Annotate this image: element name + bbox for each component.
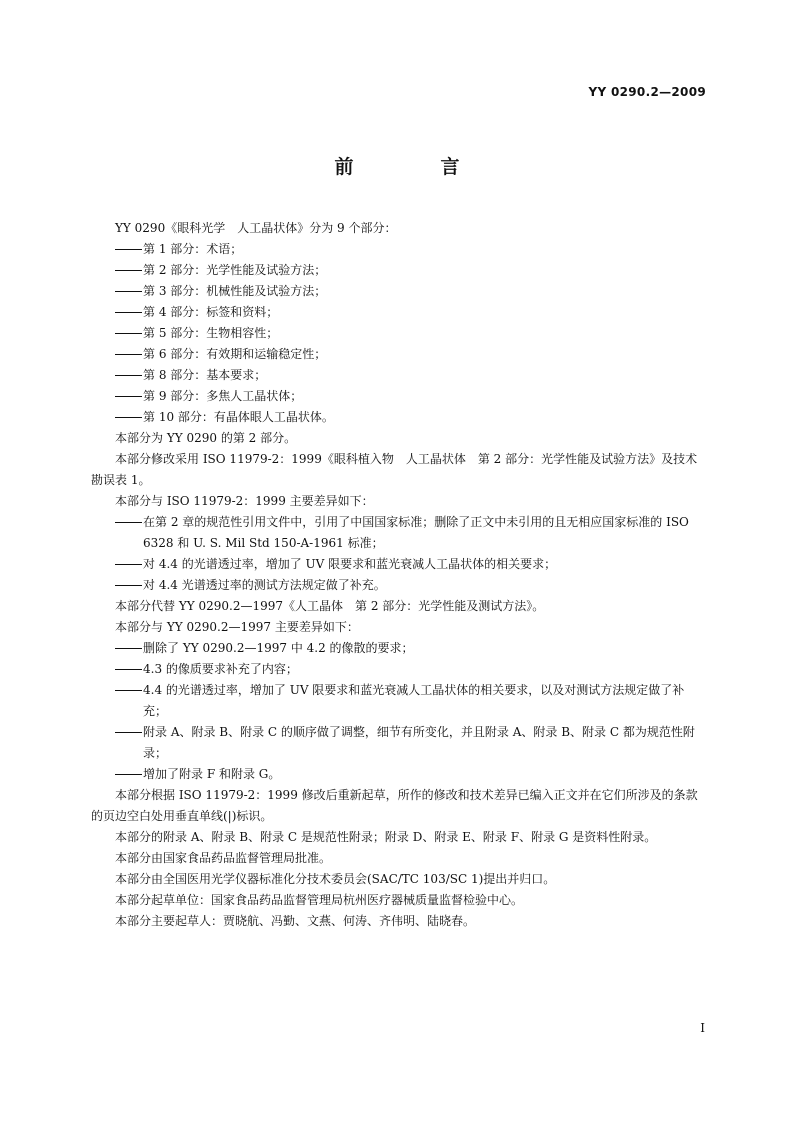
list-item: [91, 344, 705, 365]
list-item: [91, 680, 705, 722]
list-item-text: 第 6 部分：有效期和运输稳定性；: [143, 347, 327, 361]
list-item-text: 第 10 部分：有晶体眼人工晶状体。: [143, 410, 334, 424]
list-item-text: 删除了 YY 0290.2—1997 中 4.2 的像散的要求；: [143, 641, 414, 655]
list-item: [91, 764, 705, 785]
list-item-text: 附录 A、附录 B、附录 C 的顺序做了调整，细节有所变化，并且附录 A、附录 B、附录 C 都为规范性附录；: [143, 725, 695, 760]
list-item-text: 在第 2 章的规范性引用文件中，引用了中国国家标准；删除了正文中未引用的且无相应国家标准的 ISO 6328 和 U. S. Mil Std 150-A-1961 标准；: [143, 515, 689, 550]
list-item-text: 第 5 部分：生物相容性；: [143, 326, 279, 340]
list-item: [91, 281, 705, 302]
paragraph: 本部分为 YY 0290 的第 2 部分。: [115, 431, 297, 445]
page-title: 前 言: [334, 156, 494, 178]
list-item-text: 对 4.4 光谱透过率的测试方法规定做了补充。: [143, 578, 386, 592]
list-item-text: 增加了附录 F 和附录 G。: [143, 767, 281, 781]
list-item-text: 第 3 部分：机械性能及试验方法；: [143, 284, 327, 298]
list-item-text: 第 4 部分：标签和资料；: [143, 305, 279, 319]
list-item-text: 对 4.4 的光谱透过率，增加了 UV 限要求和蓝光衰减人工晶状体的相关要求；: [143, 557, 557, 571]
list-item-text: 4.4 的光谱透过率，增加了 UV 限要求和蓝光衰减人工晶状体的相关要求，以及对测试方法规定做了补充；: [143, 683, 685, 718]
paragraph: 本部分起草单位：国家食品药品监督管理局杭州医疗器械质量监督检验中心。: [115, 893, 524, 907]
page-number: I: [700, 1021, 705, 1035]
list-item: [91, 575, 705, 596]
paragraph: 本部分修改采用 ISO 11979-2：1999《眼科植入物 人工晶状体 第 2 部分：光学性能及试验方法》及技术勘误表 1。: [91, 452, 698, 487]
paragraph: 本部分与 ISO 11979-2：1999 主要差异如下：: [115, 494, 374, 508]
paragraph: YY 0290《眼科光学 人工晶状体》分为 9 个部分：: [115, 221, 397, 235]
standard-code: YY 0290.2—2009: [588, 85, 706, 99]
paragraph: 本部分由国家食品药品监督管理局批准。: [115, 851, 332, 865]
list-item: [91, 260, 705, 281]
list-item: [91, 659, 705, 680]
list-item-text: 第 1 部分：术语；: [143, 242, 243, 256]
paragraph: 本部分代替 YY 0290.2—1997《人工晶体 第 2 部分：光学性能及测试方法》。: [115, 599, 545, 613]
list-item: [91, 407, 705, 428]
list-item: [91, 302, 705, 323]
list-item: [91, 239, 705, 260]
paragraph: 本部分由全国医用光学仪器标准化分技术委员会(SAC/TC 103/SC 1)提出并归口。: [115, 872, 556, 886]
list-item-text: 4.3 的像质要求补充了内容；: [143, 662, 298, 676]
list-item: [91, 323, 705, 344]
paragraph: 本部分主要起草人：贾晓航、冯勤、文燕、何涛、齐伟明、陆晓春。: [115, 914, 476, 928]
list-item: [91, 638, 705, 659]
list-item-text: 第 9 部分：多焦人工晶状体；: [143, 389, 303, 403]
list-item: [91, 554, 705, 575]
list-item: [91, 365, 705, 386]
list-item-text: 第 2 部分：光学性能及试验方法；: [143, 263, 327, 277]
paragraph: 本部分根据 ISO 11979-2：1999 修改后重新起草，所作的修改和技术差异已编入正文并在它们所涉及的条款的页边空白处用垂直单线(|)标识。: [91, 788, 698, 823]
foreword-body: [91, 218, 705, 932]
list-item: [91, 512, 705, 554]
list-item-text: 第 8 部分：基本要求；: [143, 368, 267, 382]
paragraph: 本部分的附录 A、附录 B、附录 C 是规范性附录；附录 D、附录 E、附录 F、附录 G 是资料性附录。: [115, 830, 657, 844]
list-item: [91, 386, 705, 407]
paragraph: 本部分与 YY 0290.2—1997 主要差异如下：: [115, 620, 359, 634]
list-item: [91, 722, 705, 764]
